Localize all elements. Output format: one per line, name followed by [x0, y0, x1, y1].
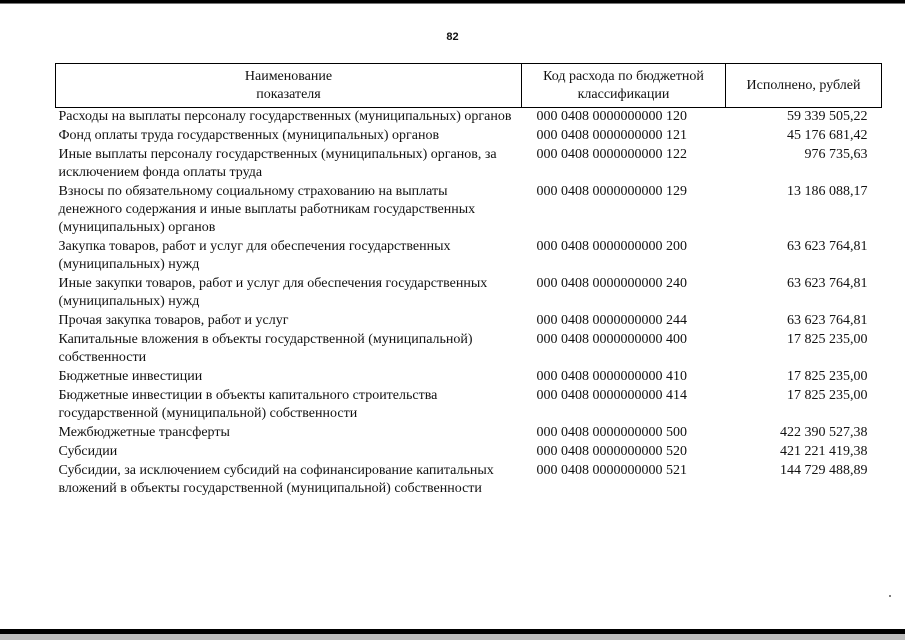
row-name: Взносы по обязательному социальному страхованию на выплаты денежного содержания и иные выплаты работникам государственных (муниципальных) органов	[58, 184, 476, 235]
row-code: 000 0408 0000000000 120	[536, 109, 687, 124]
row-name: Иные закупки товаров, работ и услуг для обеспечения государственных (муниципальных) нужд	[58, 276, 488, 309]
table-row	[56, 387, 882, 424]
row-amount: 17 825 235,00	[787, 332, 868, 347]
table-row	[56, 183, 882, 238]
row-amount: 63 623 764,81	[787, 313, 868, 328]
row-code: 000 0408 0000000000 400	[536, 332, 687, 347]
header-budget-code-text: Код расхода по бюджетной классификации	[543, 69, 704, 102]
row-name: Расходы на выплаты персоналу государственных (муниципальных) органов	[58, 109, 512, 124]
row-name: Бюджетные инвестиции	[58, 369, 203, 384]
row-name: Межбюджетные трансферты	[58, 425, 230, 440]
row-amount: 422 390 527,38	[780, 425, 868, 440]
row-name: Прочая закупка товаров, работ и услуг	[58, 313, 289, 328]
row-amount: 17 825 235,00	[787, 388, 868, 403]
row-amount: 976 735,63	[804, 147, 868, 162]
row-amount: 63 623 764,81	[787, 239, 868, 254]
row-amount: 63 623 764,81	[787, 276, 868, 291]
table-row	[56, 443, 882, 462]
expense-table	[55, 63, 882, 499]
table-row	[56, 462, 882, 499]
table-row	[56, 331, 882, 368]
row-amount: 421 221 419,38	[780, 444, 868, 459]
table-body	[56, 108, 882, 500]
scan-speck	[889, 595, 891, 597]
bottom-border-shadow	[0, 634, 905, 640]
table-header	[56, 64, 882, 108]
row-code: 000 0408 0000000000 500	[536, 425, 687, 440]
header-indicator-name	[56, 64, 522, 108]
row-code: 000 0408 0000000000 121	[536, 128, 687, 143]
header-budget-code	[522, 64, 726, 108]
page-number: 82	[446, 31, 459, 43]
row-code: 000 0408 0000000000 410	[536, 369, 687, 384]
table-row	[56, 127, 882, 146]
row-code: 000 0408 0000000000 414	[536, 388, 687, 403]
row-name: Закупка товаров, работ и услуг для обеспечения государственных (муниципальных) нужд	[58, 239, 451, 272]
row-code: 000 0408 0000000000 200	[536, 239, 687, 254]
row-code: 000 0408 0000000000 244	[536, 313, 687, 328]
row-amount: 45 176 681,42	[787, 128, 868, 143]
row-amount: 17 825 235,00	[787, 369, 868, 384]
row-code: 000 0408 0000000000 122	[536, 147, 687, 162]
table-row	[56, 108, 882, 128]
row-amount: 13 186 088,17	[787, 184, 868, 199]
row-name: Капитальные вложения в объекты государственной (муниципальной) собственности	[58, 332, 473, 365]
row-code: 000 0408 0000000000 521	[536, 463, 687, 478]
row-name: Иные выплаты персоналу государственных (муниципальных) органов, за исключением фонда оплаты труда	[58, 147, 497, 180]
header-executed-amount	[726, 64, 882, 108]
table-row	[56, 275, 882, 312]
row-amount: 59 339 505,22	[787, 109, 868, 124]
top-border-shadow	[0, 3, 905, 4]
row-name: Субсидии, за исключением субсидий на софинансирование капитальных вложений в объекты государственной (муниципальной) собственности	[58, 463, 494, 496]
header-indicator-name-text: Наименование показателя	[244, 69, 333, 102]
row-code: 000 0408 0000000000 520	[536, 444, 687, 459]
header-executed-amount-text: Исполнено, рублей	[746, 78, 861, 93]
table-row	[56, 424, 882, 443]
row-amount: 144 729 488,89	[780, 463, 868, 478]
table-row	[56, 368, 882, 387]
row-name: Фонд оплаты труда государственных (муниципальных) органов	[58, 128, 440, 143]
row-code: 000 0408 0000000000 129	[536, 184, 687, 199]
row-code: 000 0408 0000000000 240	[536, 276, 687, 291]
header-row	[56, 64, 882, 108]
table-row	[56, 146, 882, 183]
table-row	[56, 238, 882, 275]
row-name: Субсидии	[58, 444, 118, 459]
table-row	[56, 312, 882, 331]
row-name: Бюджетные инвестиции в объекты капитального строительства государственной (муниципальной) собственности	[58, 388, 438, 421]
